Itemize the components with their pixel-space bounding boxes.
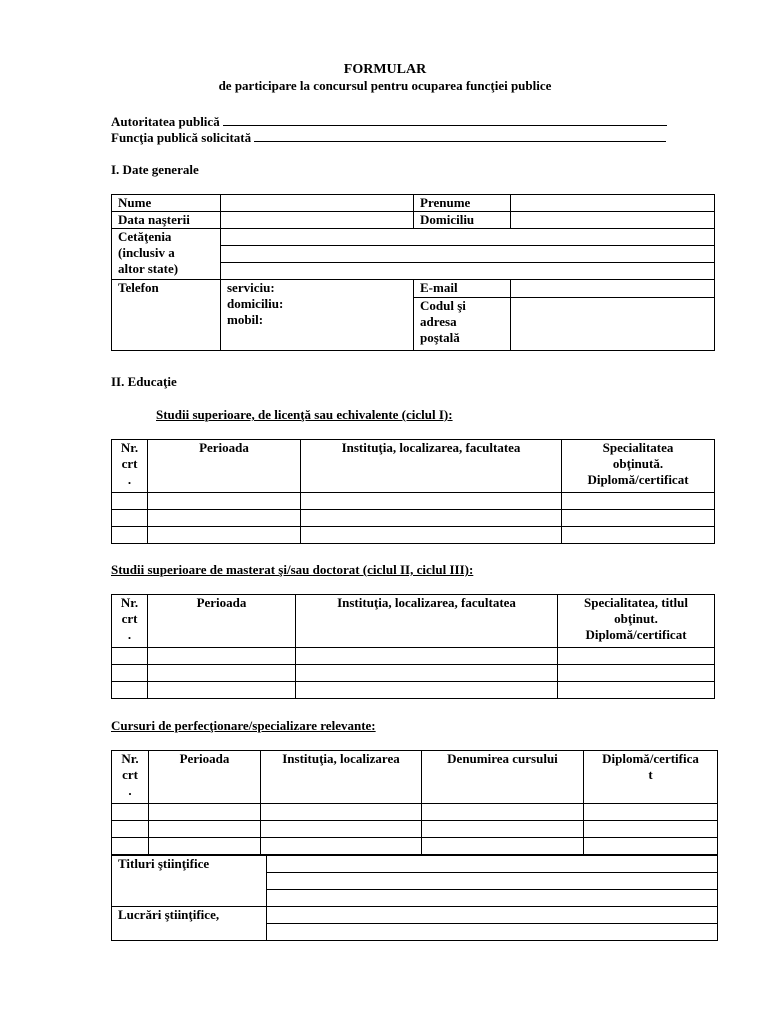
institutia-header: Instituţia, localizarea bbox=[261, 751, 422, 804]
cursuri-table bbox=[111, 750, 718, 855]
studii-masterat-table bbox=[111, 594, 715, 699]
domiciliu-value[interactable] bbox=[511, 212, 715, 229]
section-education-heading: II. Educaţie bbox=[111, 374, 177, 389]
authority-input-line[interactable] bbox=[223, 113, 667, 126]
cetatenia-label: Cetăţenia (inclusiv a altor state) bbox=[112, 229, 221, 280]
section-general-heading: I. Date generale bbox=[111, 162, 199, 177]
cursuri-title: Cursuri de perfecţionare/specializare relevante: bbox=[111, 718, 376, 733]
table-row bbox=[112, 493, 715, 510]
specialitatea-header: Specialitatea, titlul obţinut. Diplomă/certificat bbox=[558, 595, 715, 648]
telefon-serviciu: serviciu: bbox=[227, 280, 275, 295]
nume-label: Nume bbox=[112, 195, 221, 212]
telefon-label: Telefon bbox=[112, 280, 221, 351]
institutia-header: Instituţia, localizarea, facultatea bbox=[301, 440, 562, 493]
table-row bbox=[112, 665, 715, 682]
data-nasterii-label: Data naşterii bbox=[112, 212, 221, 229]
prenume-value[interactable] bbox=[511, 195, 715, 212]
function-input-line[interactable] bbox=[254, 129, 666, 142]
titluri-lucrari-table bbox=[111, 855, 718, 941]
cetatenia-value-1[interactable] bbox=[221, 229, 715, 246]
data-nasterii-value[interactable] bbox=[221, 212, 414, 229]
lucrari-value-1[interactable] bbox=[267, 907, 718, 924]
table-row bbox=[112, 821, 718, 838]
form-title: FORMULAR bbox=[343, 62, 427, 77]
institutia-header: Instituţia, localizarea, facultatea bbox=[296, 595, 558, 648]
telefon-domiciliu: domiciliu: bbox=[227, 296, 284, 311]
form-subtitle: de participare la concursul pentru ocuparea funcţiei publice bbox=[218, 78, 552, 93]
lucrari-label: Lucrări ştiinţifice, bbox=[112, 907, 267, 941]
cod-postal-value[interactable] bbox=[511, 298, 715, 351]
titluri-value-1[interactable] bbox=[267, 856, 718, 873]
nr-crt-header: Nr. crt . bbox=[112, 440, 148, 493]
table-row bbox=[112, 682, 715, 699]
email-label: E-mail bbox=[414, 280, 511, 298]
lucrari-value-2[interactable] bbox=[267, 924, 718, 941]
denumire-header: Denumirea cursului bbox=[422, 751, 584, 804]
authority-field bbox=[111, 113, 667, 130]
table-row bbox=[112, 527, 715, 544]
authority-label: Autoritatea publică bbox=[111, 114, 220, 129]
table-row bbox=[112, 838, 718, 855]
studii-licenta-title: Studii superioare, de licenţă sau echivalente (ciclul I): bbox=[156, 407, 453, 422]
titluri-value-3[interactable] bbox=[267, 890, 718, 907]
perioada-header: Perioada bbox=[149, 751, 261, 804]
table-row bbox=[112, 804, 718, 821]
studii-licenta-table bbox=[111, 439, 715, 544]
telefon-values[interactable] bbox=[221, 280, 414, 351]
telefon-mobil: mobil: bbox=[227, 312, 264, 327]
cod-postal-label: Codul şi adresa poştală bbox=[414, 298, 511, 351]
function-label: Funcţia publică solicitată bbox=[111, 130, 252, 145]
general-data-table bbox=[111, 194, 715, 351]
cetatenia-value-3[interactable] bbox=[221, 263, 715, 280]
studii-masterat-title: Studii superioare de masterat şi/sau doctorat (ciclul II, ciclul III): bbox=[111, 562, 474, 577]
nume-value[interactable] bbox=[221, 195, 414, 212]
domiciliu-label: Domiciliu bbox=[414, 212, 511, 229]
titluri-value-2[interactable] bbox=[267, 873, 718, 890]
nr-crt-header: Nr. crt . bbox=[112, 751, 149, 804]
prenume-label: Prenume bbox=[414, 195, 511, 212]
perioada-header: Perioada bbox=[148, 595, 296, 648]
cetatenia-value-2[interactable] bbox=[221, 246, 715, 263]
titluri-label: Titluri ştiinţifice bbox=[112, 856, 267, 907]
table-row bbox=[112, 510, 715, 527]
email-value[interactable] bbox=[511, 280, 715, 298]
perioada-header: Perioada bbox=[148, 440, 301, 493]
table-row bbox=[112, 648, 715, 665]
function-field bbox=[111, 129, 666, 146]
specialitatea-header: Specialitatea obţinută. Diplomă/certificat bbox=[562, 440, 715, 493]
nr-crt-header: Nr. crt . bbox=[112, 595, 148, 648]
diploma-header: Diplomă/certifica t bbox=[584, 751, 718, 804]
